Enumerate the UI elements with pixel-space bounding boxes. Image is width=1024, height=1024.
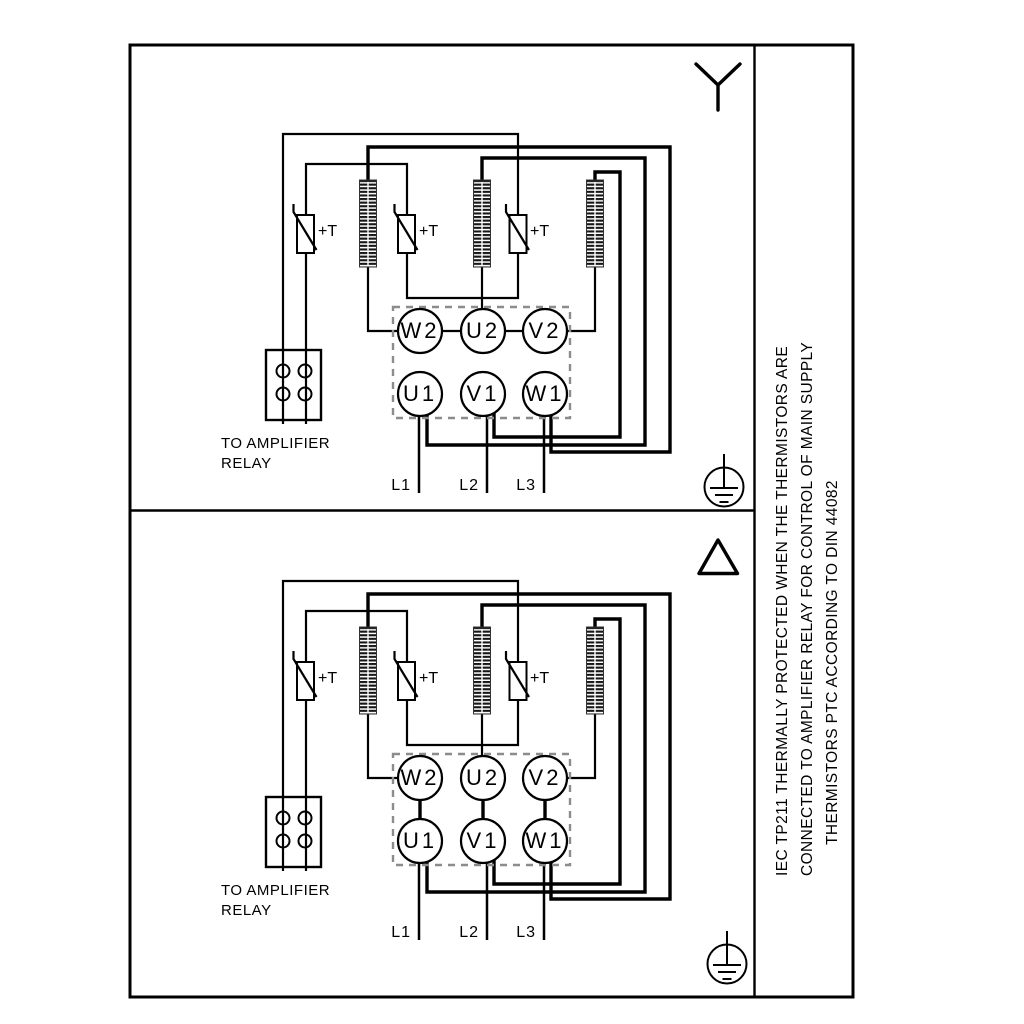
sidebar-note-line1: IEC TP211 THERMALLY PROTECTED WHEN THE THERMISTORS ARE: [774, 345, 791, 876]
terminal-label-v2: V2: [528, 765, 562, 790]
terminal-label-v2: V2: [528, 318, 562, 343]
terminal-label-u1: U1: [402, 828, 438, 853]
terminal-label-w2: W2: [400, 765, 440, 790]
supply-label-l2: L2: [459, 477, 479, 494]
terminal-label-w2: W2: [400, 318, 440, 343]
relay-caption-line1: TO AMPLIFIER: [221, 882, 331, 899]
supply-label-l1: L1: [391, 924, 411, 941]
thermistor-label-3: +T: [530, 223, 550, 240]
supply-label-l2: L2: [459, 924, 479, 941]
terminal-label-w1: W1: [525, 381, 565, 406]
terminal-label-v1: V1: [466, 381, 500, 406]
sidebar-note-line3: THERMISTORS PTC ACCORDING TO DIN 44082: [824, 480, 841, 845]
relay-caption-line2: RELAY: [221, 455, 272, 472]
supply-label-l3: L3: [516, 924, 536, 941]
thermistor-label-2: +T: [419, 223, 439, 240]
relay-caption-line1: TO AMPLIFIER: [221, 435, 331, 452]
sidebar-note-line2: CONNECTED TO AMPLIFIER RELAY FOR CONTROL OF MAIN SUPPLY: [799, 341, 816, 876]
terminal-label-u1: U1: [402, 381, 438, 406]
terminal-label-v1: V1: [466, 828, 500, 853]
supply-label-l3: L3: [516, 477, 536, 494]
terminal-label-u2: U2: [465, 765, 501, 790]
thermistor-label-2: +T: [419, 670, 439, 687]
terminal-label-u2: U2: [465, 318, 501, 343]
thermistor-label-1: +T: [318, 223, 338, 240]
relay-caption-line2: RELAY: [221, 902, 272, 919]
supply-label-l1: L1: [391, 477, 411, 494]
terminal-label-w1: W1: [525, 828, 565, 853]
thermistor-label-1: +T: [318, 670, 338, 687]
thermistor-label-3: +T: [530, 670, 550, 687]
